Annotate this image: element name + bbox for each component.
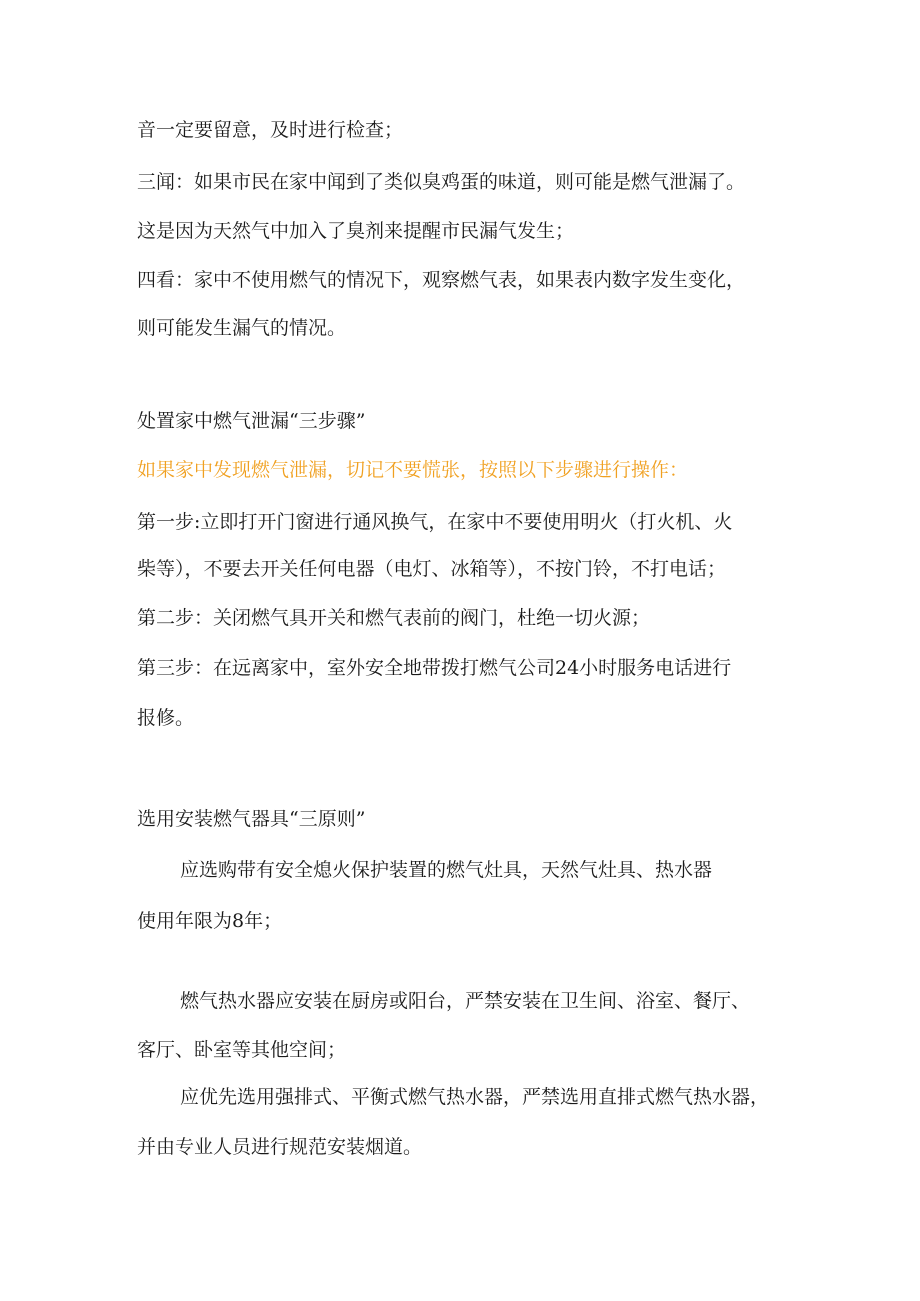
principle-line: 客厅、卧室等其他空间； — [137, 1039, 347, 1061]
paragraph-line: 四看：家中不使用燃气的情况下，观察燃气表，如果表内数字发生变化， — [137, 269, 746, 291]
paragraph-line: 音一定要留意，及时进行检查； — [137, 119, 404, 141]
principle-line: 应选购带有安全熄火保护装置的燃气灶具，天然气灶具、热水器 — [180, 859, 713, 881]
principle-line: 燃气热水器应安装在厨房或阳台，严禁安装在卫生间、浴室、餐厅、 — [180, 990, 751, 1012]
section-heading: 选用安装燃气器具“三原则” — [137, 808, 366, 830]
principle-line: 并由专业人员进行规范安装烟道。 — [137, 1136, 423, 1158]
highlighted-intro: 如果家中发现燃气泄漏，切记不要慌张，按照以下步骤进行操作： — [137, 459, 689, 481]
paragraph-line: 这是因为天然气中加入了臭剂来提醒市民漏气发生； — [137, 220, 575, 242]
paragraph-line: 则可能发生漏气的情况。 — [137, 317, 347, 339]
step-line: 第二步：关闭燃气具开关和燃气表前的阀门，杜绝一切火源； — [137, 607, 651, 629]
paragraph-line: 三闻：如果市民在家中闻到了类似臭鸡蛋的味道，则可能是燃气泄漏了。 — [137, 171, 746, 193]
principle-line: 应优先选用强排式、平衡式燃气热水器，严禁选用直排式燃气热水器， — [180, 1086, 770, 1108]
step-line: 第三步：在远离家中，室外安全地带拨打燃气公司24小时服务电话进行 — [137, 657, 732, 679]
section-heading: 处置家中燃气泄漏“三步骤” — [137, 410, 366, 432]
step-line: 第一步:立即打开门窗进行通风换气，在家中不要使用明火（打火机、火 — [137, 511, 733, 533]
step-line: 柴等），不要去开关任何电器（电灯、冰箱等），不按门铃，不打电话； — [137, 558, 727, 580]
step-line: 报修。 — [137, 707, 195, 729]
principle-line: 使用年限为8年； — [137, 910, 283, 932]
